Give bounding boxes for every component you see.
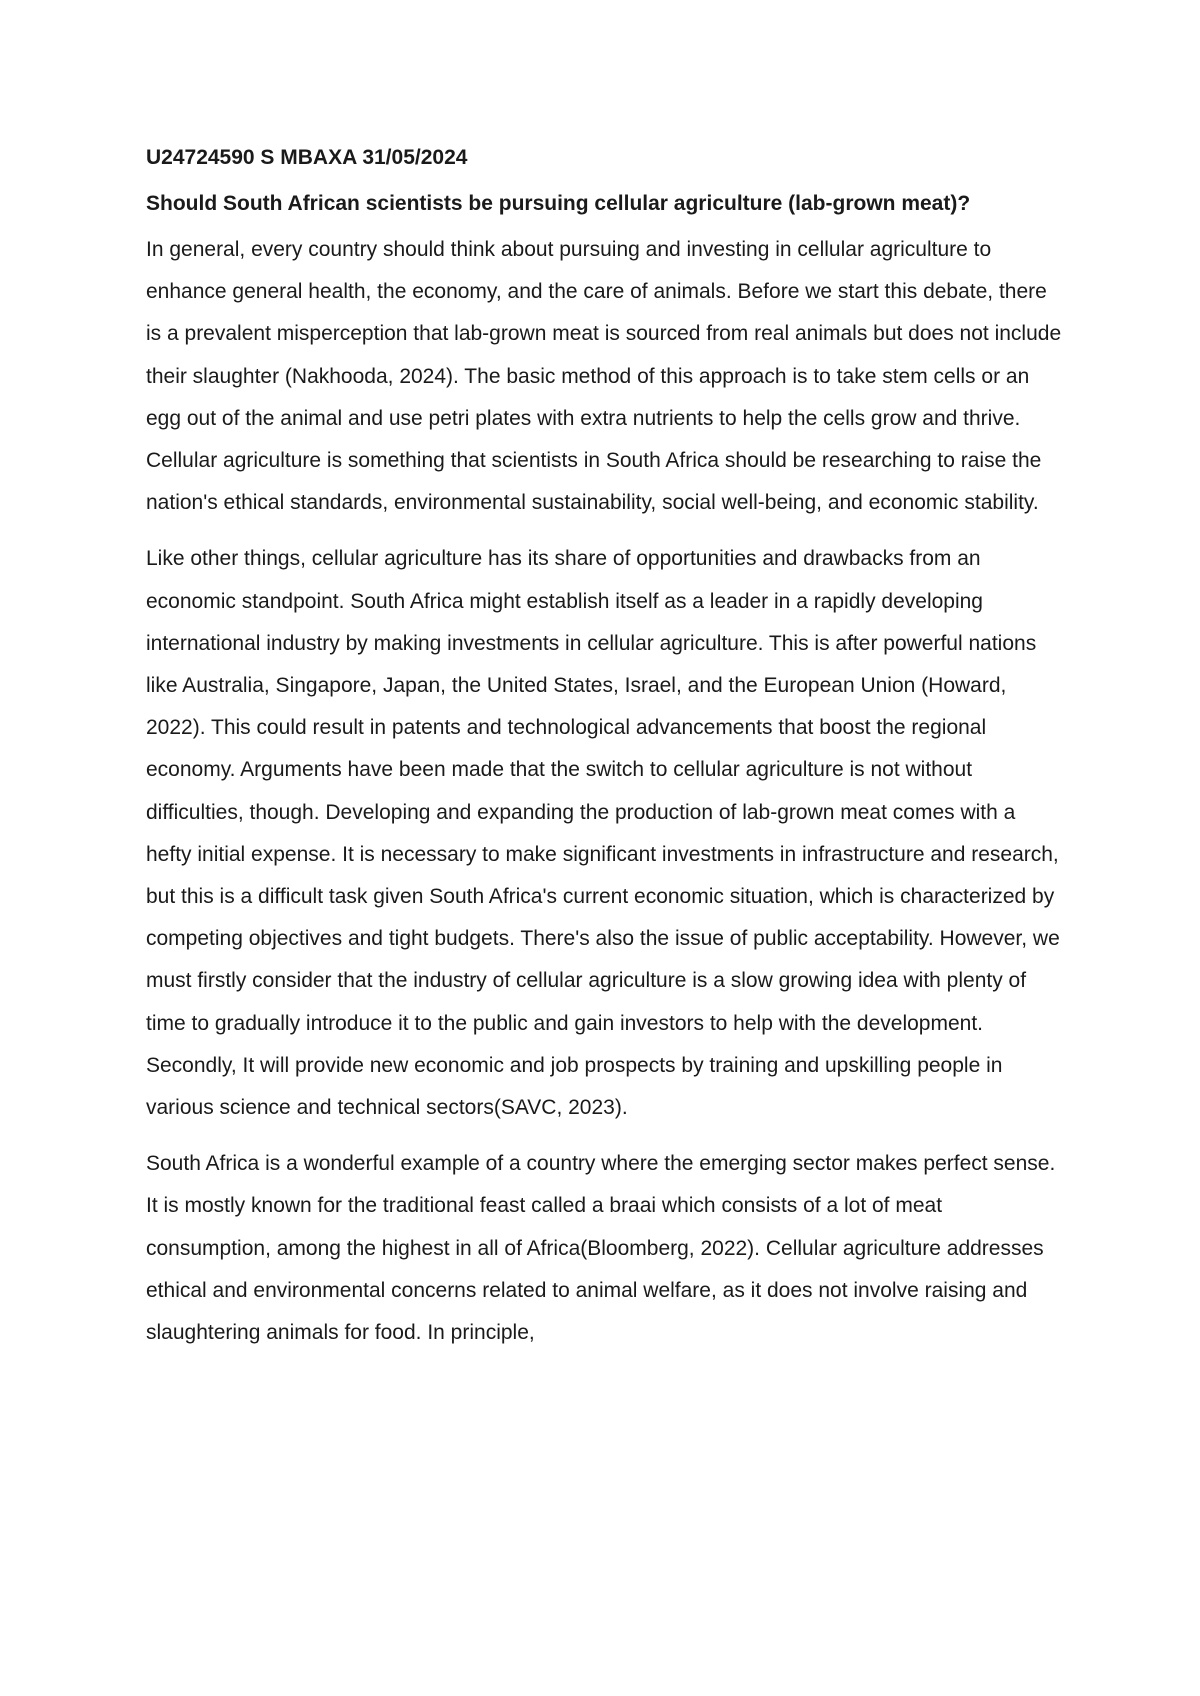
essay-title: Should South African scientists be pursuing cellular agriculture (lab-grown meat)? [146, 192, 971, 215]
document-body [146, 143, 1066, 1368]
paragraph-south-africa: South Africa is a wonderful example of a country where the emerging sector makes perfect sense. It is mostly known for the traditional feast called a braai which consists of a lot of meat consumption, among the highest in all of Africa(Bloomberg, 2022). Cellular agriculture addresses ethical and environmental concerns related to animal welfare, as it does not involve raising and slaughtering animals for food. In principle, [146, 1152, 1056, 1345]
paragraph-economic: Like other things, cellular agriculture has its share of opportunities and drawbacks from an economic standpoint. South Africa might establish itself as a leader in a rapidly developing international industry by making investments in cellular agriculture. This is after powerful nations like Australia, Singapore, Japan, the United States, Israel, and the European Union (Howard, 2022). This could result in patents and technological advancements that boost the regional economy. Arguments have been made that the switch to cellular agriculture is not without difficulties, though. Developing and expanding the production of lab-grown meat comes with a hefty initial expense. It is necessary to make significant investments in infrastructure and research, but this is a difficult task given South Africa's current economic situation, which is characterized by competing objectives and tight budgets. There's also the issue of public acceptability. However, we must firstly consider that the industry of cellular agriculture is a slow growing idea with plenty of time to gradually introduce it to the public and gain investors to help with the development. Secondly, It will provide new economic and job prospects by training and upskilling people in various science and technical sectors(SAVC, 2023). [146, 547, 1060, 1120]
student-header: U24724590 S MBAXA 31/05/2024 [146, 146, 468, 169]
paragraph-introduction: In general, every country should think about pursuing and investing in cellular agriculture to enhance general health, the economy, and the care of animals. Before we start this debate, there is a prevalent misperception that lab-grown meat is sourced from real animals but does not include their slaughter (Nakhooda, 2024). The basic method of this approach is to take stem cells or an egg out of the animal and use petri plates with extra nutrients to help the cells grow and thrive. Cellular agriculture is something that scientists in South Africa should be researching to raise the nation's ethical standards, environmental sustainability, social well-being, and economic stability. [146, 238, 1062, 515]
